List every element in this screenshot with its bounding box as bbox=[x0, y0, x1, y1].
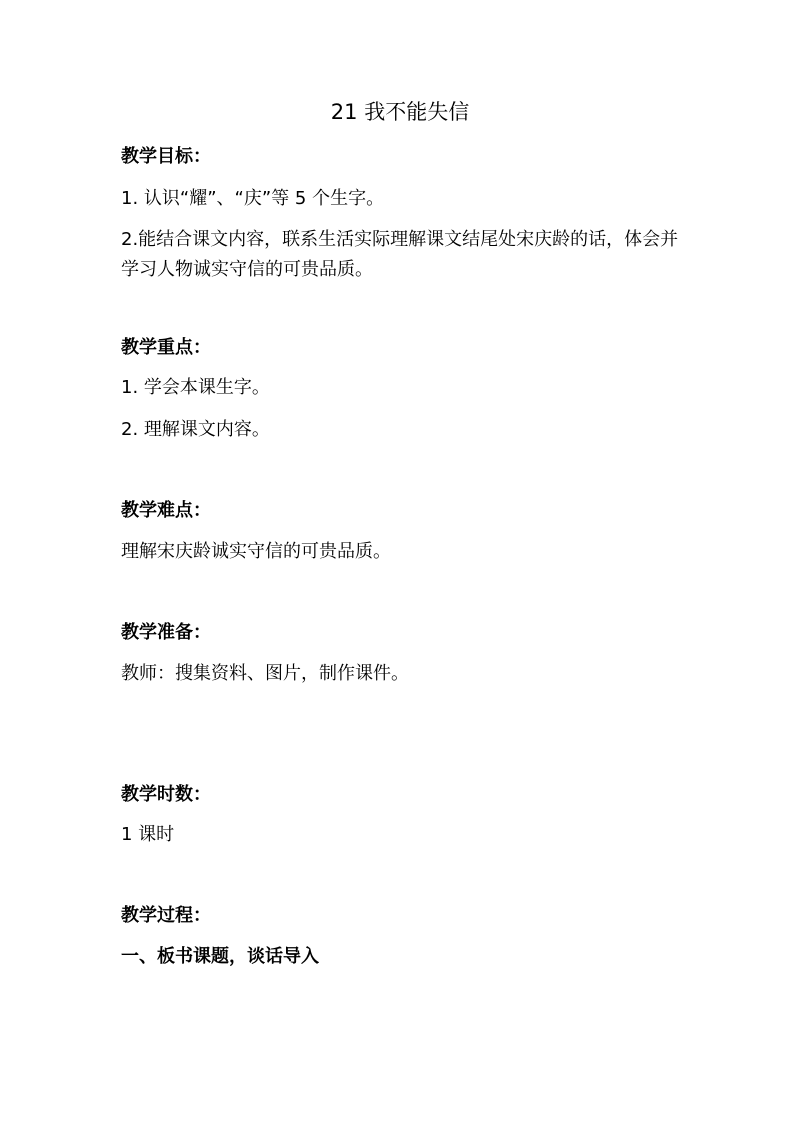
objective-item-1: 1. 认识“耀”、“庆”等 5 个生字。 bbox=[121, 188, 385, 209]
objective-item-2: 2.能结合课文内容，联系生活实际理解课文结尾处宋庆龄的话，体会并学习人物诚实守信的可贵品质。 bbox=[121, 229, 679, 280]
key-point-item-2: 2. 理解课文内容。 bbox=[121, 419, 270, 440]
difficulties-heading: 教学难点： bbox=[121, 500, 211, 521]
hours-text: 1 课时 bbox=[121, 824, 175, 845]
process-heading: 教学过程： bbox=[121, 905, 211, 926]
process-step-1: 一、板书课题，谈话导入 bbox=[121, 946, 319, 967]
difficulties-text: 理解宋庆龄诚实守信的可贵品质。 bbox=[121, 541, 391, 562]
key-point-item-1: 1. 学会本课生字。 bbox=[121, 377, 270, 398]
preparation-text: 教师：搜集资料、图片，制作课件。 bbox=[121, 663, 409, 684]
preparation-heading: 教学准备： bbox=[121, 622, 211, 643]
hours-heading: 教学时数： bbox=[121, 784, 211, 805]
objectives-heading: 教学目标： bbox=[121, 146, 211, 167]
document-title: 21 我不能失信 bbox=[330, 100, 470, 124]
key-points-heading: 教学重点： bbox=[121, 337, 211, 358]
